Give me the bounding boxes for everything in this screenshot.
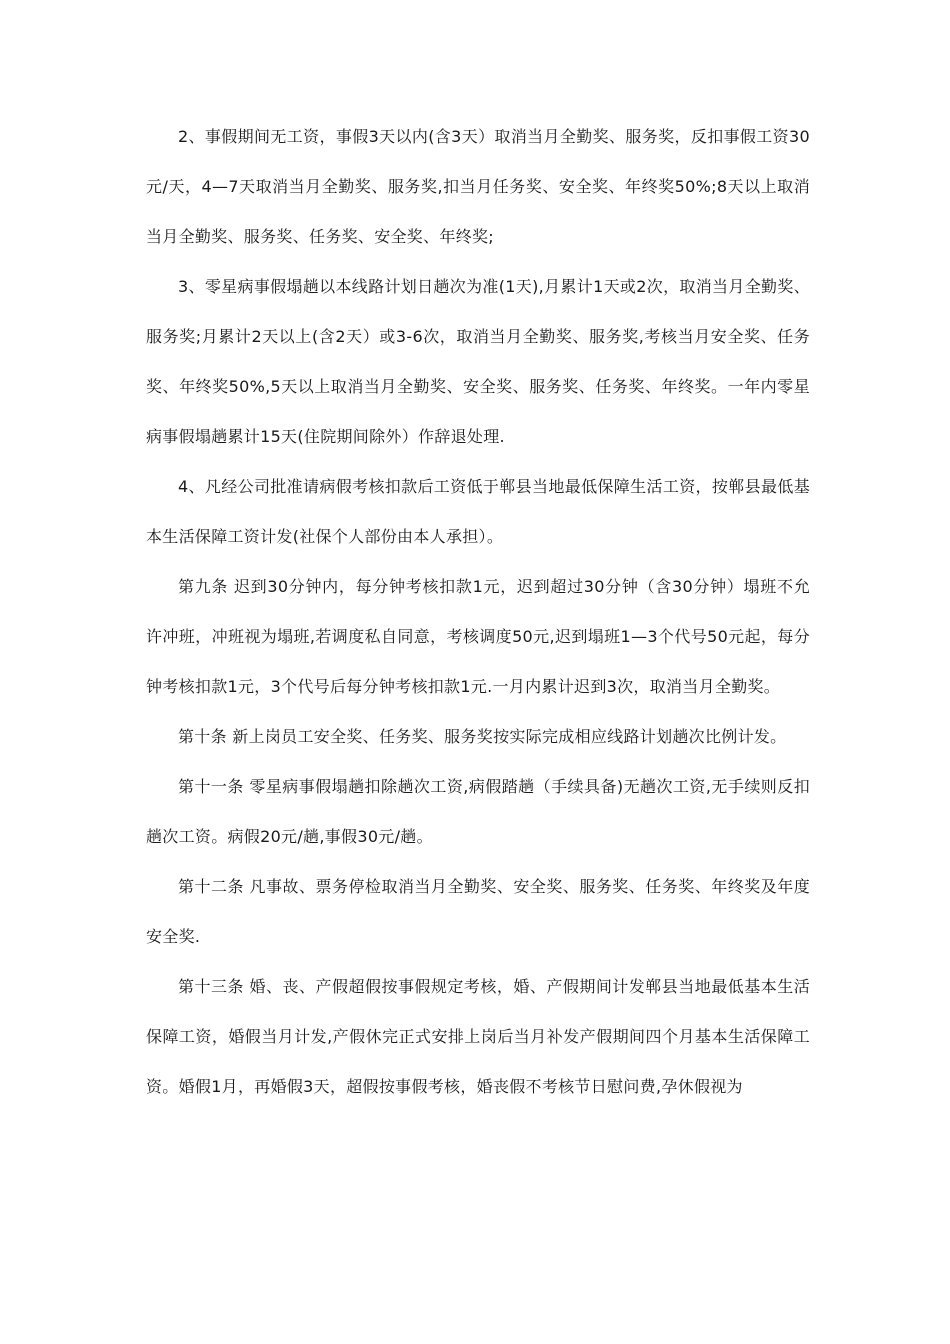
paragraph-article-9: 第九条 迟到30分钟内，每分钟考核扣款1元，迟到超过30分钟（含30分钟）塌班不允许冲班，冲班视为塌班,若调度私自同意，考核调度50元,迟到塌班1—3个代号50元起，每分钟考核扣款1元，3个代号后每分钟考核扣款1元.一月内累计迟到3次，取消当月全勤奖。 — [146, 577, 810, 696]
document-body — [146, 112, 810, 1112]
paragraph-article-10: 第十条 新上岗员工安全奖、任务奖、服务奖按实际完成相应线路计划趟次比例计发。 — [178, 727, 787, 746]
paragraph-sick-leave-4: 4、凡经公司批准请病假考核扣款后工资低于郸县当地最低保障生活工资，按郸县最低基本生活保障工资计发(社保个人部份由本人承担）。 — [146, 477, 810, 546]
paragraph-sick-leave-2: 2、事假期间无工资，事假3天以内(含3天）取消当月全勤奖、服务奖，反扣事假工资30元/天，4—7天取消当月全勤奖、服务奖,扣当月任务奖、安全奖、年终奖50%;8天以上取消当月全勤奖、服务奖、任务奖、安全奖、年终奖; — [146, 127, 810, 246]
paragraph-sick-leave-3: 3、零星病事假塌趟以本线路计划日趟次为准(1天),月累计1天或2次，取消当月全勤奖、服务奖;月累计2天以上(含2天）或3-6次，取消当月全勤奖、服务奖,考核当月安全奖、任务奖、年终奖50%,5天以上取消当月全勤奖、安全奖、服务奖、任务奖、年终奖。一年内零星病事假塌趟累计15天(住院期间除外）作辞退处理. — [146, 277, 810, 446]
paragraph-article-13: 第十三条 婚、丧、产假超假按事假规定考核，婚、产假期间计发郸县当地最低基本生活保障工资，婚假当月计发,产假休完正式安排上岗后当月补发产假期间四个月基本生活保障工资。婚假1月，再婚假3天，超假按事假考核，婚丧假不考核节日慰问费,孕休假视为 — [146, 977, 810, 1096]
paragraph-article-12: 第十二条 凡事故、票务停检取消当月全勤奖、安全奖、服务奖、任务奖、年终奖及年度安全奖. — [146, 877, 810, 946]
paragraph-article-11: 第十一条 零星病事假塌趟扣除趟次工资,病假踏趟（手续具备)无趟次工资,无手续则反扣趟次工资。病假20元/趟,事假30元/趟。 — [146, 777, 810, 846]
